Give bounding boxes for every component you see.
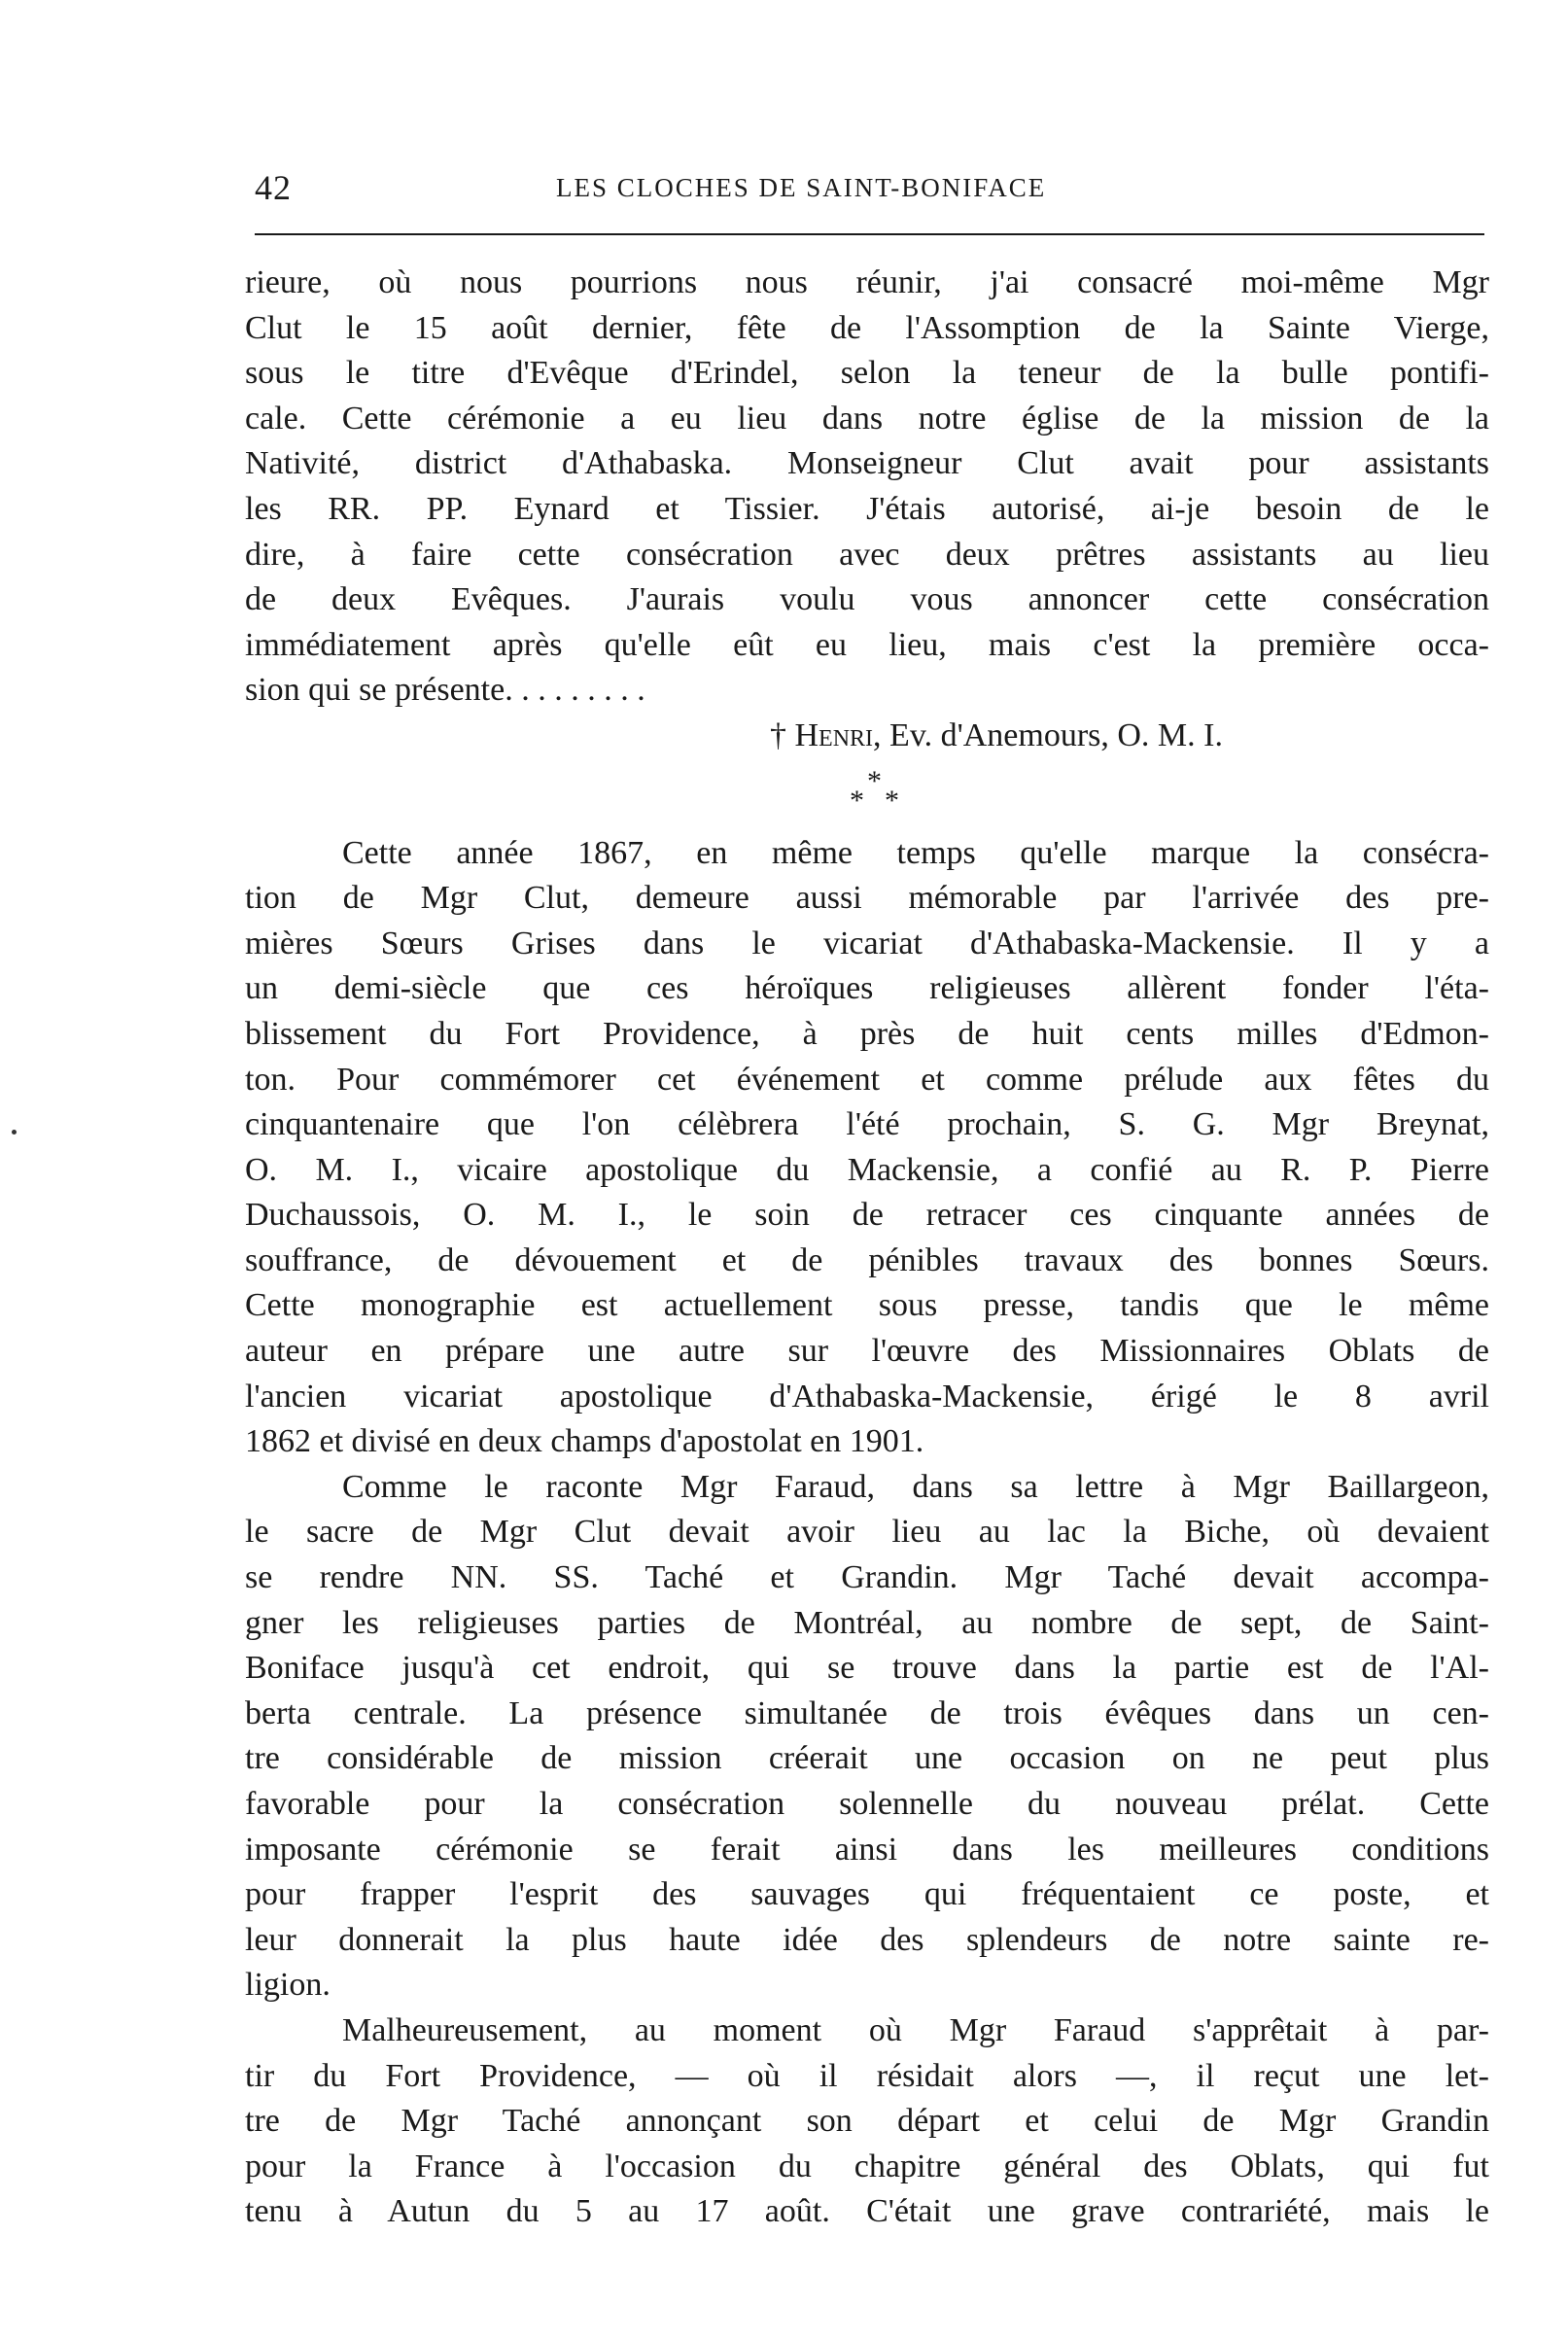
text-line: tre considérable de mission créerait une occasion on ne peut plus — [245, 1740, 1489, 1777]
margin-ink-speck — [12, 1130, 17, 1135]
text-line: berta centrale. La présence simultanée de trois évêques dans un cen- — [245, 1694, 1489, 1731]
text-line: Boniface jusqu'à cet endroit, qui se trouve dans la partie est de l'Al- — [245, 1650, 1489, 1687]
text-line: rieure, où nous pourrions nous réunir, j'ai consacré moi-même Mgr — [245, 264, 1489, 300]
text-line: Malheureusement, au moment où Mgr Faraud s'apprêtait à par- — [342, 2011, 1489, 2048]
text-line: tion de Mgr Clut, demeure aussi mémorable par l'arrivée des pre- — [245, 880, 1489, 917]
cross-symbol: † — [770, 716, 786, 753]
page-header — [255, 167, 1480, 216]
text-line: cale. Cette cérémonie a eu lieu dans notre église de la mission de la — [245, 400, 1489, 437]
text-line: tenu à Autun du 5 au 17 août. C'était une grave contrariété, mais le — [245, 2193, 1489, 2230]
text-line: dire, à faire cette consécration avec deux prêtres assistants au lieu — [245, 536, 1489, 573]
text-line: mières Sœurs Grises dans le vicariat d'Athabaska-Mackensie. Il y a — [245, 925, 1489, 961]
text-line: l'ancien vicariat apostolique d'Athabaska-Mackensie, érigé le 8 avril — [245, 1378, 1489, 1414]
text-line: blissement du Fort Providence, à près de huit cents milles d'Edmon- — [245, 1015, 1489, 1052]
asterism-star-top: * — [867, 764, 882, 797]
text-line: auteur en prépare une autre sur l'œuvre des Missionnaires Oblats de — [245, 1333, 1489, 1370]
text-line: un demi-siècle que ces héroïques religieuses allèrent fonder l'éta- — [245, 970, 1489, 1007]
signature-title: , Ev. d'Anemours, O. M. I. — [873, 716, 1223, 753]
section-asterism — [245, 759, 1489, 831]
text-line: pour la France à l'occasion du chapitre général des Oblats, qui fut — [245, 2148, 1489, 2184]
text-line: se rendre NN. SS. Taché et Grandin. Mgr Taché devait accompa- — [245, 1559, 1489, 1596]
paragraph — [245, 2008, 1489, 2235]
text-line: sion qui se présente. . . . . . . . . — [245, 672, 645, 709]
text-line: favorable pour la consécration solennelle du nouveau prélat. Cette — [245, 1786, 1489, 1822]
text-line: Cette année 1867, en même temps qu'elle marque la consécra- — [342, 834, 1489, 871]
paragraph — [245, 831, 1489, 1465]
text-line: Cette monographie est actuellement sous presse, tandis que le même — [245, 1287, 1489, 1324]
text-line: imposante cérémonie se ferait ainsi dans les meilleures conditions — [245, 1831, 1489, 1868]
running-title: LES CLOCHES DE SAINT-BONIFACE — [556, 173, 1047, 202]
text-line: le sacre de Mgr Clut devait avoir lieu au lac la Biche, où devaient — [245, 1514, 1489, 1551]
text-line: sous le titre d'Evêque d'Erindel, selon la teneur de la bulle pontifi- — [245, 355, 1489, 392]
letter-signature — [245, 714, 1489, 759]
text-line: cinquantenaire que l'on célèbrera l'été prochain, S. G. Mgr Breynat, — [245, 1106, 1489, 1143]
text-line: les RR. PP. Eynard et Tissier. J'étais autorisé, ai-je besoin de le — [245, 490, 1489, 527]
text-line: souffrance, de dévouement et de pénibles travaux des bonnes Sœurs. — [245, 1241, 1489, 1278]
body-text — [245, 261, 1489, 2235]
paragraph — [245, 1465, 1489, 2008]
text-line: gner les religieuses parties de Montréal, au nombre de sept, de Saint- — [245, 1604, 1489, 1641]
text-line: ton. Pour commémorer cet événement et comme prélude aux fêtes du — [245, 1061, 1489, 1098]
text-line: Duchaussois, O. M. I., le soin de retracer ces cinquante années de — [245, 1197, 1489, 1234]
text-line: 1862 et divisé en deux champs d'apostolat en 1901. — [245, 1423, 924, 1460]
text-line: O. M. I., vicaire apostolique du Mackensie, a confié au R. P. Pierre — [245, 1151, 1489, 1188]
header-rule — [255, 233, 1484, 235]
text-line: tir du Fort Providence, — où il résidait alors —, il reçut une let- — [245, 2057, 1489, 2094]
letter-excerpt — [245, 261, 1489, 759]
text-line: Nativité, district d'Athabaska. Monseigneur Clut avait pour assistants — [245, 445, 1489, 482]
text-line: Comme le raconte Mgr Faraud, dans sa lettre à Mgr Baillargeon, — [342, 1468, 1489, 1505]
text-line: pour frapper l'esprit des sauvages qui fréquentaient ce poste, et — [245, 1876, 1489, 1913]
text-line: immédiatement après qu'elle eût eu lieu, mais c'est la première occa- — [245, 626, 1489, 663]
asterism-star-left: * — [850, 784, 864, 817]
signature-name: Henri — [794, 716, 874, 753]
text-line: de deux Evêques. J'aurais voulu vous annoncer cette consécration — [245, 581, 1489, 618]
text-line: tre de Mgr Taché annonçant son départ et celui de Mgr Grandin — [245, 2103, 1489, 2140]
text-line: Clut le 15 août dernier, fête de l'Assomption de la Sainte Vierge, — [245, 309, 1489, 346]
asterism-star-right: * — [885, 784, 899, 817]
text-line: leur donnerait la plus haute idée des splendeurs de notre sainte re- — [245, 1921, 1489, 1958]
page-number: 42 — [255, 168, 292, 207]
text-line: ligion. — [245, 1967, 331, 2004]
